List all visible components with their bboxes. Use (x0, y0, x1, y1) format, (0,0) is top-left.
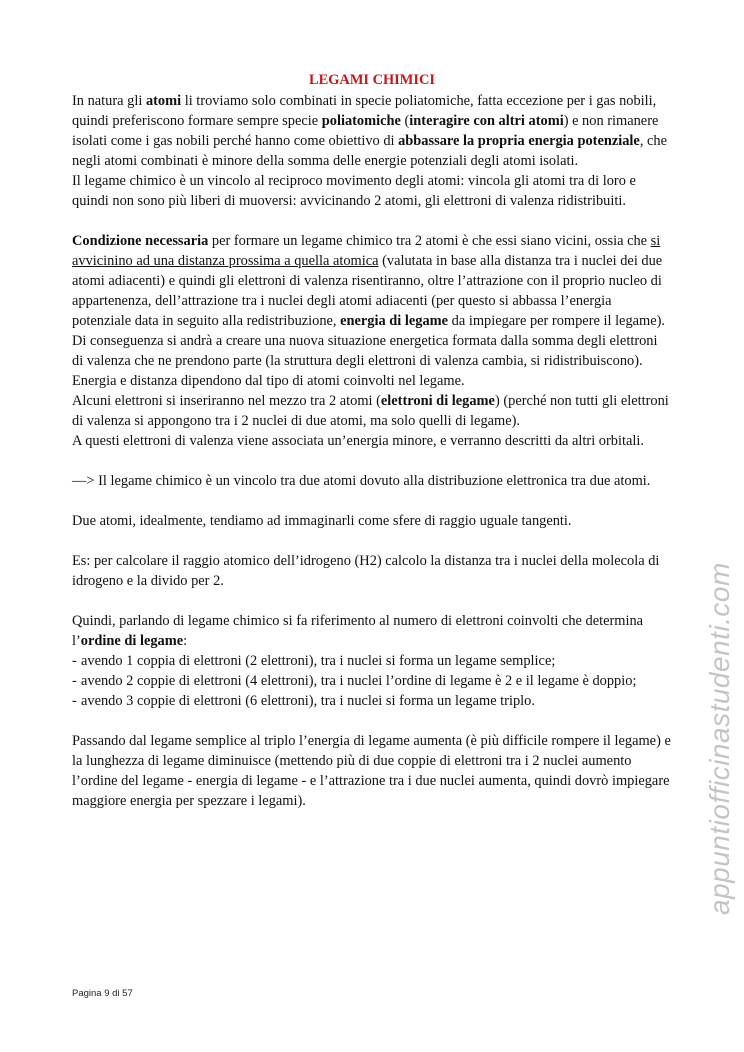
text-run: Alcuni elettroni si inseriranno nel mezzo tra 2 atomi ( (72, 393, 381, 409)
bold-term: Condizione necessaria (72, 233, 209, 249)
bold-term: ordine di legame (80, 633, 184, 649)
list-item (72, 691, 672, 711)
list-bullet: - (72, 673, 77, 689)
text-run: ) e non rimanere isolati come i gas nobili perché hanno come obiettivo di (72, 113, 659, 149)
paragraph-condition (72, 231, 672, 371)
text-run: ) (perché non tutti gli elettroni di valenza si appongono tra i 2 nuclei di due atomi, ma solo quelli di legame). (72, 393, 669, 429)
spacer (72, 491, 672, 511)
text-run: li troviamo solo combinati in specie poliatomiche, fatta eccezione per i gas nobili, quindi preferiscono formare sempre specie (72, 93, 657, 129)
document-body (72, 70, 672, 811)
list-item (72, 651, 672, 671)
paragraph-summary: —> Il legame chimico è un vincolo tra due atomi dovuto alla distribuzione elettronica tra due atomi. (72, 473, 651, 489)
list-item-text: avendo 3 coppie di elettroni (6 elettroni), tra i nuclei si forma un legame triplo. (81, 693, 535, 709)
bold-term: interagire con altri atomi (409, 113, 564, 129)
paragraph-energy-distance: Energia e distanza dipendono dal tipo di atomi coinvolti nel legame. (72, 373, 465, 389)
list-bullet: - (72, 653, 77, 669)
bold-term: atomi (145, 93, 182, 109)
paragraph-orbitals: A questi elettroni di valenza viene associata un’energia minore, e verranno descritti da altri orbitali. (72, 433, 644, 449)
spacer (72, 211, 672, 231)
paragraph-conclusion: Passando dal legame semplice al triplo l’energia di legame aumenta (è più difficile rompere il legame) e la lunghezza di legame diminuisce (mettendo più di due coppie di elettroni tra i 2 nuclei aumento l’ordine del legame - energia di legame - e l’attrazione tra i due nuclei aumenta, quindi dovrò impiegare maggiore energia per spezzare i legami). (72, 733, 671, 809)
text-run: : (183, 633, 188, 649)
paragraph-definition: Il legame chimico è un vincolo al reciproco movimento degli atomi: vincola gli atomi tra di loro e quindi non sono più liberi di muoversi: avvicinando 2 atomi, gli elettroni di valenza ridistribuiti. (72, 173, 636, 209)
list-item-text: avendo 1 coppia di elettroni (2 elettroni), tra i nuclei si forma un legame semplice; (81, 653, 556, 669)
paragraph-spheres: Due atomi, idealmente, tendiamo ad immaginarli come sfere di raggio uguale tangenti. (72, 513, 572, 529)
paragraph-intro (72, 91, 672, 171)
bold-term: energia di legame (340, 313, 449, 329)
paragraph-bond-order (72, 611, 672, 651)
text-run: In natura gli (72, 93, 146, 109)
spacer (72, 711, 672, 731)
spacer (72, 591, 672, 611)
text-run: Quindi, parlando di legame chimico si fa riferimento al numero di elettroni coinvolti che determina l’ (72, 613, 644, 649)
watermark-text: appuntiofficinastudenti.com (704, 562, 735, 915)
bold-term: elettroni di legame (380, 393, 495, 409)
list-item-text: avendo 2 coppie di elettroni (4 elettroni), tra i nuclei l’ordine di legame è 2 e il legame è doppio; (81, 673, 637, 689)
bold-term: abbassare la propria energia potenziale (398, 133, 640, 149)
bold-term: poliatomiche (321, 113, 401, 129)
underlined-phrase: si avvicinino ad una distanza prossima a quella atomica (72, 233, 661, 269)
page-title: LEGAMI CHIMICI (309, 72, 435, 88)
text-run: , che negli atomi combinati è minore della somma delle energie potenziali degli atomi isolati. (72, 133, 667, 169)
text-run: da impiegare per rompere il legame). Di conseguenza si andrà a creare una nuova situazione energetica formata dalla somma degli elettroni di valenza che ne prendono parte (la struttura degli elettroni di valenza cambia, si ridistribuiscono). (72, 313, 666, 369)
spacer (72, 531, 672, 551)
paragraph-bond-electrons (72, 391, 672, 431)
paragraph-example: Es: per calcolare il raggio atomico dell’idrogeno (H2) calcolo la distanza tra i nuclei della molecola di idrogeno e la divido per 2. (72, 553, 660, 589)
list-item (72, 671, 672, 691)
page-number: Pagina 9 di 57 (72, 988, 133, 999)
list-bullet: - (72, 693, 77, 709)
text-run: ( (400, 113, 410, 129)
text-run: (valutata in base alla distanza tra i nuclei dei due atomi adiacenti) e quindi gli elettroni di valenza risentiranno, oltre l’attrazione con il proprio nucleo di appartenenza, dell’attrazione tra i nuclei degli atomi adiacenti (per questo si abbassa l’energia potenziale data in seguito alla redistribuzione, (72, 253, 663, 329)
spacer (72, 451, 672, 471)
text-run: per formare un legame chimico tra 2 atomi è che essi siano vicini, ossia che (208, 233, 651, 249)
